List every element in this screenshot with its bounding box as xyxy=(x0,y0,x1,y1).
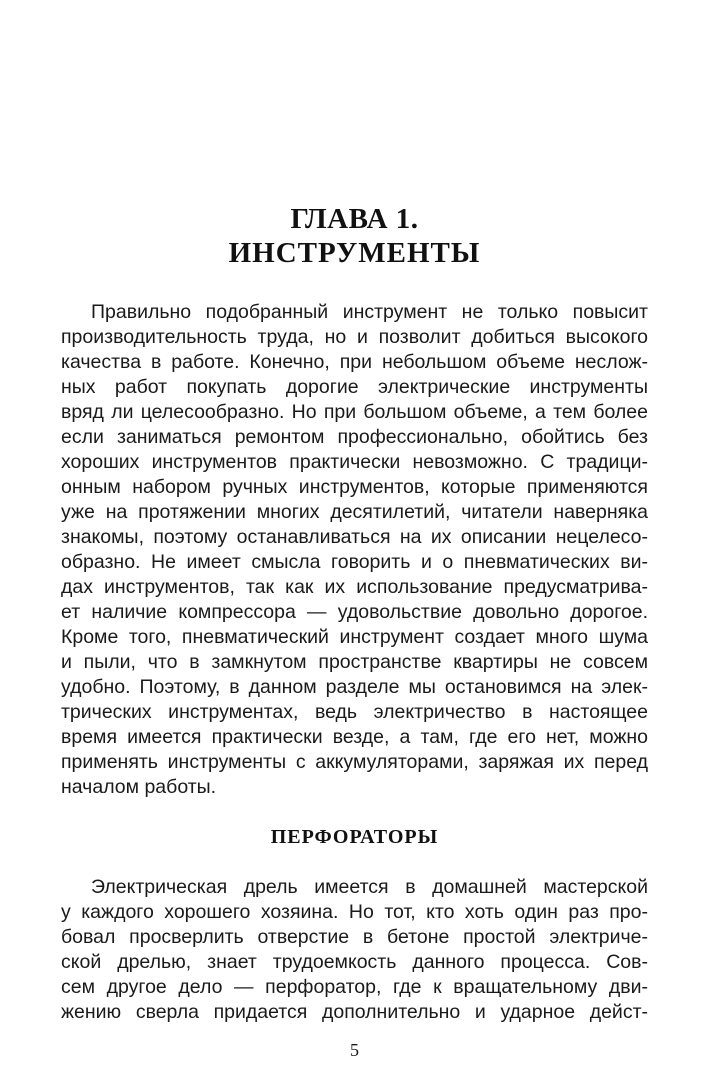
text-line: производительность труда, но и позволит добиться высокого xyxy=(61,326,648,348)
text-line: ет наличие компрессора — удовольствие довольно дорогое. xyxy=(61,601,648,623)
section-title: ПЕРФОРАТОРЫ xyxy=(270,826,439,848)
page-number: 5 xyxy=(350,1040,359,1060)
text-line: знакомы, поэтому останавливаться на их описании нецелесо- xyxy=(61,526,648,548)
text-line: время имеется практически везде, а там, где его нет, можно xyxy=(61,726,648,748)
text-line: дах инструментов, так как их использование предусматрива- xyxy=(61,576,648,598)
text-line: бовал просверлить отверстие в бетоне простой электриче- xyxy=(61,926,648,948)
text-line: хороших инструментов практически невозможно. С традици- xyxy=(61,451,648,473)
text-line: началом работы. xyxy=(61,776,217,798)
text-line: качества в работе. Конечно, при небольшом объеме неслож- xyxy=(61,351,648,373)
text-line: у каждого хорошего хозяина. Но тот, кто хоть один раз про- xyxy=(61,901,648,923)
text-line: если заниматься ремонтом профессионально, обойтись без xyxy=(61,426,648,448)
text-line: вряд ли целесообразно. Но при большом объеме, а тем более xyxy=(61,401,648,423)
chapter-title: ИНСТРУМЕНТЫ xyxy=(228,237,481,269)
chapter-number: ГЛАВА 1. xyxy=(290,203,419,235)
text-line: жению сверла придается дополнительно и ударное дейст- xyxy=(61,1001,648,1023)
text-line: применять инструменты с аккумуляторами, заряжая их перед xyxy=(61,751,648,773)
text-line: онным набором ручных инструментов, которые применяются xyxy=(61,476,648,498)
text-line: ных работ покупать дорогие электрические инструменты xyxy=(61,376,648,398)
text-line: и пыли, что в замкнутом пространстве квартиры не совсем xyxy=(61,651,648,673)
text-line: трических инструментах, ведь электричество в настоящее xyxy=(61,701,648,723)
text-line: ской дрелью, знает трудоемкость данного процесса. Сов- xyxy=(61,951,648,973)
text-line: Электрическая дрель имеется в домашней мастерской xyxy=(91,876,648,898)
text-line: Кроме того, пневматический инструмент создает много шума xyxy=(61,626,648,648)
text-line: сем другое дело — перфоратор, где к вращательному дви- xyxy=(61,976,648,998)
text-line: удобно. Поэтому, в данном разделе мы остановимся на элек- xyxy=(61,676,648,698)
text-line: уже на протяжении многих десятилетий, читатели наверняка xyxy=(61,501,648,523)
text-line: Правильно подобранный инструмент не только повысит xyxy=(91,301,648,323)
text-line: образно. Не имеет смысла говорить и о пневматических ви- xyxy=(61,551,648,573)
